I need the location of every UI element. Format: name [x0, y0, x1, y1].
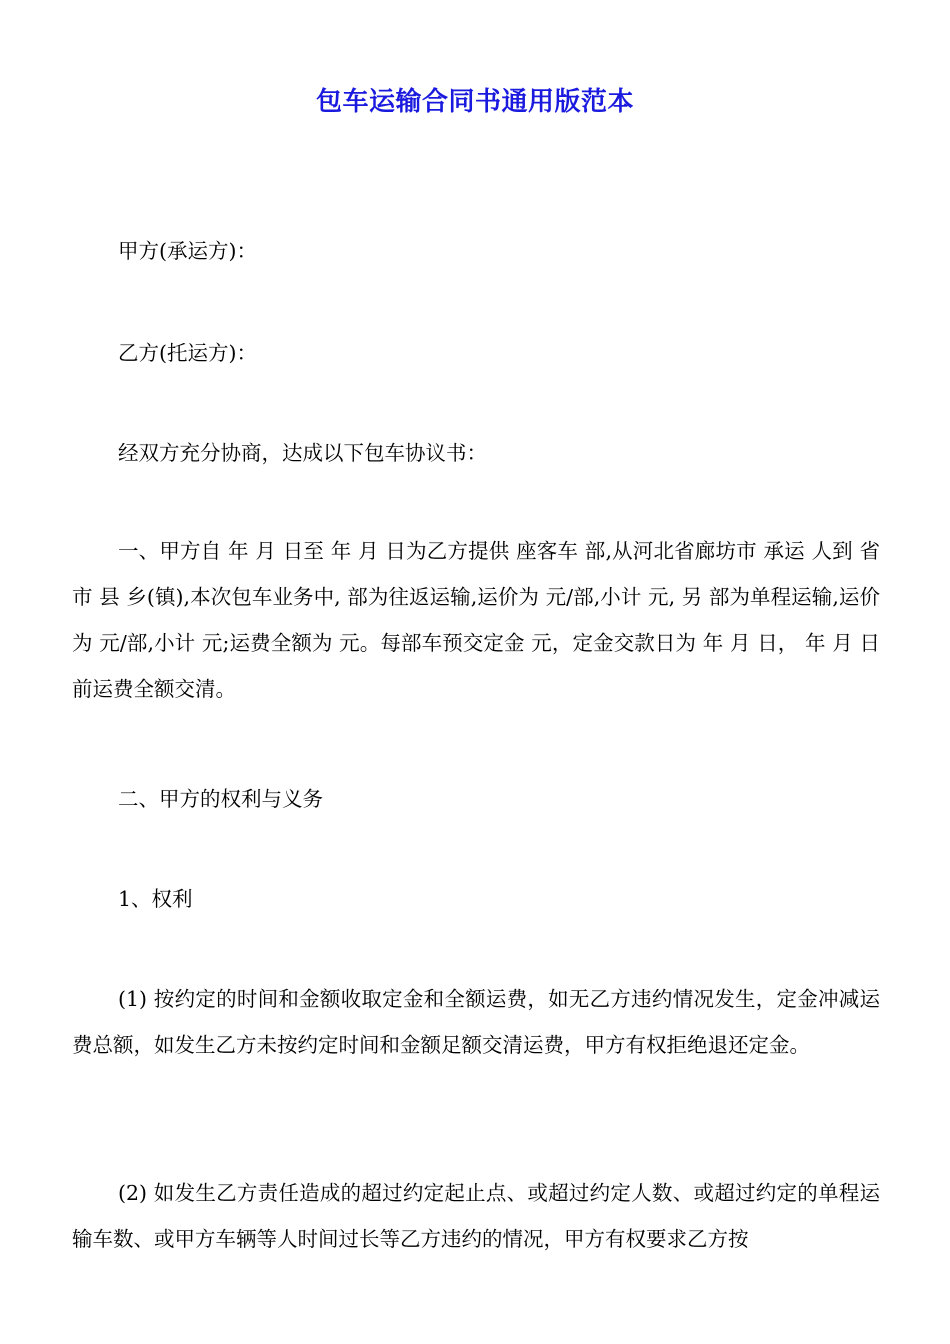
section-1-paragraph: 一、甲方自 年 月 日至 年 月 日为乙方提供 座客车 部,从河北省廊坊市 承运 人到 省 市 县 乡(镇),本次包车业务中, 部为往返运输,运价为 元/部,小计 元, 另 部为单程运输,运价为 元/部,小计 元;运费全额为 元。每部车预交定金 元，定金交款日为 年 月 日， 年 月 日前运费全额交清。: [72, 539, 880, 701]
document-title: 包车运输合同书通用版范本: [315, 87, 634, 117]
section-2-heading: 二、甲方的权利与义务: [118, 787, 323, 811]
intro-paragraph: 经双方充分协商，达成以下包车协议书：: [118, 441, 487, 465]
rights-heading: 1、权利: [118, 887, 193, 911]
party-a-line: 甲方(承运方)：: [118, 239, 257, 263]
party-b-line: 乙方(托运方)：: [118, 341, 257, 365]
clause-2-paragraph: (2) 如发生乙方责任造成的超过约定起止点、或超过约定人数、或超过约定的单程运输车数、或甲方车辆等人时间过长等乙方违约的情况，甲方有权要求乙方按: [72, 1181, 880, 1251]
clause-1-paragraph: (1) 按约定的时间和金额收取定金和全额运费，如无乙方违约情况发生，定金冲减运费总额，如发生乙方未按约定时间和金额足额交清运费，甲方有权拒绝退还定金。: [72, 987, 880, 1057]
